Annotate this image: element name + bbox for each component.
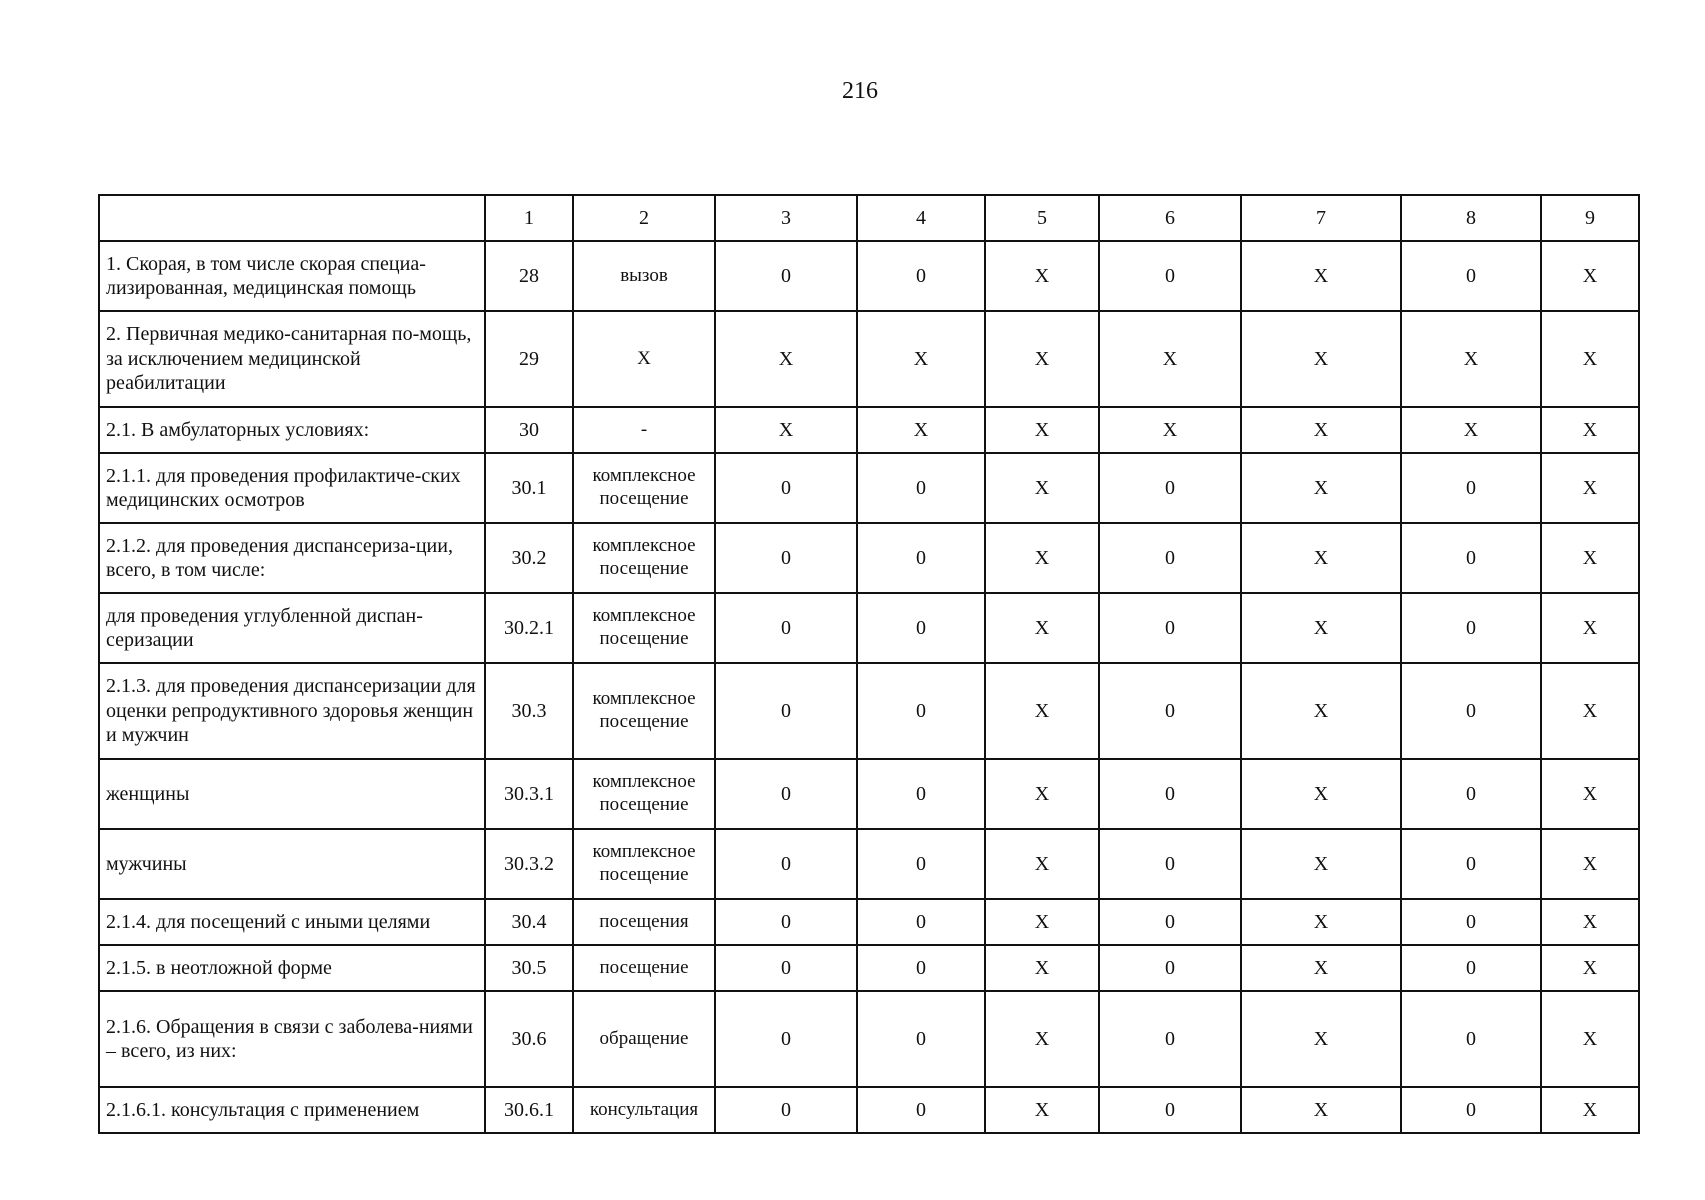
header-cell: 5 — [985, 195, 1099, 241]
row-value-cell: X — [985, 523, 1099, 593]
row-value-cell: X — [1541, 759, 1639, 829]
row-value-cell: X — [1241, 241, 1401, 311]
table-row — [99, 991, 1639, 1087]
row-value-cell: 0 — [715, 899, 857, 945]
row-name-cell: 2.1.6. Обращения в связи с заболева-ниями – всего, из них: — [99, 991, 485, 1087]
table-row — [99, 453, 1639, 523]
row-unit-cell: посещения — [573, 899, 715, 945]
row-value-cell: X — [1241, 945, 1401, 991]
row-value-cell: X — [985, 899, 1099, 945]
row-value-cell: 0 — [1401, 899, 1541, 945]
row-name-cell: женщины — [99, 759, 485, 829]
row-value-cell: X — [1099, 311, 1241, 407]
row-value-cell: 0 — [1401, 991, 1541, 1087]
row-unit-cell: комплексное посещение — [573, 523, 715, 593]
row-unit-cell: комплексное посещение — [573, 663, 715, 759]
row-value-cell: 0 — [1401, 663, 1541, 759]
row-value-cell: X — [1541, 663, 1639, 759]
row-unit-cell: обращение — [573, 991, 715, 1087]
row-value-cell: X — [1241, 593, 1401, 663]
row-value-cell: X — [985, 453, 1099, 523]
row-unit-cell: - — [573, 407, 715, 453]
table-row — [99, 407, 1639, 453]
row-value-cell: X — [1541, 241, 1639, 311]
table-body — [99, 241, 1639, 1133]
table-row — [99, 759, 1639, 829]
row-value-cell: X — [1541, 523, 1639, 593]
header-cell: 2 — [573, 195, 715, 241]
row-code-cell: 30.3.2 — [485, 829, 573, 899]
table-row — [99, 311, 1639, 407]
row-value-cell: X — [985, 593, 1099, 663]
row-code-cell: 30.3.1 — [485, 759, 573, 829]
row-value-cell: 0 — [857, 593, 985, 663]
row-value-cell: X — [985, 311, 1099, 407]
header-cell: 6 — [1099, 195, 1241, 241]
row-value-cell: X — [1401, 407, 1541, 453]
row-name-cell: 2.1.5. в неотложной форме — [99, 945, 485, 991]
row-value-cell: 0 — [715, 1087, 857, 1133]
header-cell: 3 — [715, 195, 857, 241]
row-value-cell: X — [1401, 311, 1541, 407]
row-code-cell: 30.6 — [485, 991, 573, 1087]
table-header-row — [99, 195, 1639, 241]
row-code-cell: 29 — [485, 311, 573, 407]
row-value-cell: 0 — [1401, 1087, 1541, 1133]
row-value-cell: 0 — [715, 523, 857, 593]
row-code-cell: 30.5 — [485, 945, 573, 991]
row-value-cell: 0 — [1099, 829, 1241, 899]
row-value-cell: 0 — [1099, 241, 1241, 311]
row-name-cell: 2.1. В амбулаторных условиях: — [99, 407, 485, 453]
page-number: 216 — [842, 78, 878, 104]
row-value-cell: 0 — [857, 945, 985, 991]
row-value-cell: X — [1541, 407, 1639, 453]
row-value-cell: 0 — [857, 663, 985, 759]
row-name-cell: 2.1.1. для проведения профилактиче-ских медицинских осмотров — [99, 453, 485, 523]
row-value-cell: 0 — [1099, 663, 1241, 759]
header-cell: 1 — [485, 195, 573, 241]
data-table — [98, 194, 1640, 1134]
table-row — [99, 663, 1639, 759]
row-name-cell: для проведения углубленной диспан-серизации — [99, 593, 485, 663]
row-value-cell: X — [715, 407, 857, 453]
row-unit-cell: вызов — [573, 241, 715, 311]
row-name-cell: 2. Первичная медико-санитарная по-мощь, за исключением медицинской реабилитации — [99, 311, 485, 407]
row-value-cell: 0 — [1401, 829, 1541, 899]
row-name-cell: 2.1.2. для проведения диспансериза-ции, всего, в том числе: — [99, 523, 485, 593]
row-value-cell: 0 — [1401, 945, 1541, 991]
row-value-cell: X — [985, 829, 1099, 899]
row-value-cell: X — [1541, 899, 1639, 945]
row-value-cell: X — [985, 991, 1099, 1087]
row-value-cell: X — [985, 1087, 1099, 1133]
row-value-cell: 0 — [857, 759, 985, 829]
row-code-cell: 30.2 — [485, 523, 573, 593]
row-value-cell: X — [1241, 407, 1401, 453]
row-unit-cell: комплексное посещение — [573, 829, 715, 899]
row-code-cell: 30.2.1 — [485, 593, 573, 663]
row-value-cell: X — [1541, 991, 1639, 1087]
row-code-cell: 30.4 — [485, 899, 573, 945]
row-value-cell: 0 — [715, 991, 857, 1087]
row-value-cell: 0 — [715, 453, 857, 523]
table-row — [99, 523, 1639, 593]
row-value-cell: 0 — [715, 759, 857, 829]
table-row — [99, 241, 1639, 311]
row-unit-cell: комплексное посещение — [573, 759, 715, 829]
row-value-cell: 0 — [857, 523, 985, 593]
row-value-cell: X — [1099, 407, 1241, 453]
row-value-cell: X — [985, 945, 1099, 991]
table-row — [99, 593, 1639, 663]
row-value-cell: 0 — [1099, 523, 1241, 593]
row-value-cell: X — [985, 759, 1099, 829]
row-value-cell: 0 — [1099, 453, 1241, 523]
row-value-cell: 0 — [1099, 759, 1241, 829]
row-value-cell: X — [1541, 829, 1639, 899]
row-value-cell: 0 — [1099, 1087, 1241, 1133]
row-value-cell: X — [1241, 829, 1401, 899]
row-value-cell: 0 — [1099, 991, 1241, 1087]
row-code-cell: 30 — [485, 407, 573, 453]
row-value-cell: X — [1541, 311, 1639, 407]
row-value-cell: X — [1241, 523, 1401, 593]
row-value-cell: 0 — [1099, 593, 1241, 663]
row-value-cell: 0 — [857, 899, 985, 945]
row-unit-cell: консультация — [573, 1087, 715, 1133]
row-value-cell: 0 — [1099, 945, 1241, 991]
row-name-cell: мужчины — [99, 829, 485, 899]
row-value-cell: X — [1241, 453, 1401, 523]
header-cell — [99, 195, 485, 241]
row-value-cell: X — [1541, 593, 1639, 663]
row-value-cell: X — [1541, 945, 1639, 991]
header-cell: 7 — [1241, 195, 1401, 241]
row-code-cell: 30.6.1 — [485, 1087, 573, 1133]
row-value-cell: X — [985, 241, 1099, 311]
row-value-cell: X — [1241, 991, 1401, 1087]
row-value-cell: X — [1541, 453, 1639, 523]
row-value-cell: X — [1241, 663, 1401, 759]
row-value-cell: X — [1241, 899, 1401, 945]
row-value-cell: X — [1241, 1087, 1401, 1133]
row-value-cell: 0 — [857, 453, 985, 523]
row-name-cell: 2.1.3. для проведения диспансеризации для оценки репродуктивного здоровья женщин и мужчин — [99, 663, 485, 759]
row-value-cell: 0 — [857, 1087, 985, 1133]
row-value-cell: 0 — [1401, 241, 1541, 311]
row-value-cell: X — [1541, 1087, 1639, 1133]
row-name-cell: 1. Скорая, в том числе скорая специа-лизированная, медицинская помощь — [99, 241, 485, 311]
table-row — [99, 899, 1639, 945]
row-unit-cell: посещение — [573, 945, 715, 991]
row-value-cell: 0 — [857, 991, 985, 1087]
header-cell: 4 — [857, 195, 985, 241]
row-code-cell: 30.3 — [485, 663, 573, 759]
row-value-cell: X — [985, 663, 1099, 759]
row-unit-cell: комплексное посещение — [573, 593, 715, 663]
row-value-cell: X — [1241, 759, 1401, 829]
row-value-cell: X — [857, 311, 985, 407]
table-row — [99, 945, 1639, 991]
row-value-cell: X — [715, 311, 857, 407]
table-row — [99, 829, 1639, 899]
header-cell: 8 — [1401, 195, 1541, 241]
row-value-cell: 0 — [715, 945, 857, 991]
row-unit-cell: X — [573, 311, 715, 407]
row-name-cell: 2.1.4. для посещений с иными целями — [99, 899, 485, 945]
row-value-cell: 0 — [857, 829, 985, 899]
row-value-cell: X — [985, 407, 1099, 453]
row-value-cell: 0 — [715, 593, 857, 663]
row-code-cell: 30.1 — [485, 453, 573, 523]
row-value-cell: 0 — [1401, 523, 1541, 593]
row-value-cell: 0 — [715, 829, 857, 899]
row-value-cell: 0 — [1099, 899, 1241, 945]
row-value-cell: 0 — [1401, 453, 1541, 523]
row-code-cell: 28 — [485, 241, 573, 311]
header-cell: 9 — [1541, 195, 1639, 241]
row-value-cell: 0 — [1401, 593, 1541, 663]
row-value-cell: 0 — [715, 663, 857, 759]
row-value-cell: X — [1241, 311, 1401, 407]
row-value-cell: X — [857, 407, 985, 453]
row-unit-cell: комплексное посещение — [573, 453, 715, 523]
row-value-cell: 0 — [1401, 759, 1541, 829]
row-name-cell: 2.1.6.1. консультация с применением — [99, 1087, 485, 1133]
table-row — [99, 1087, 1639, 1133]
row-value-cell: 0 — [715, 241, 857, 311]
row-value-cell: 0 — [857, 241, 985, 311]
